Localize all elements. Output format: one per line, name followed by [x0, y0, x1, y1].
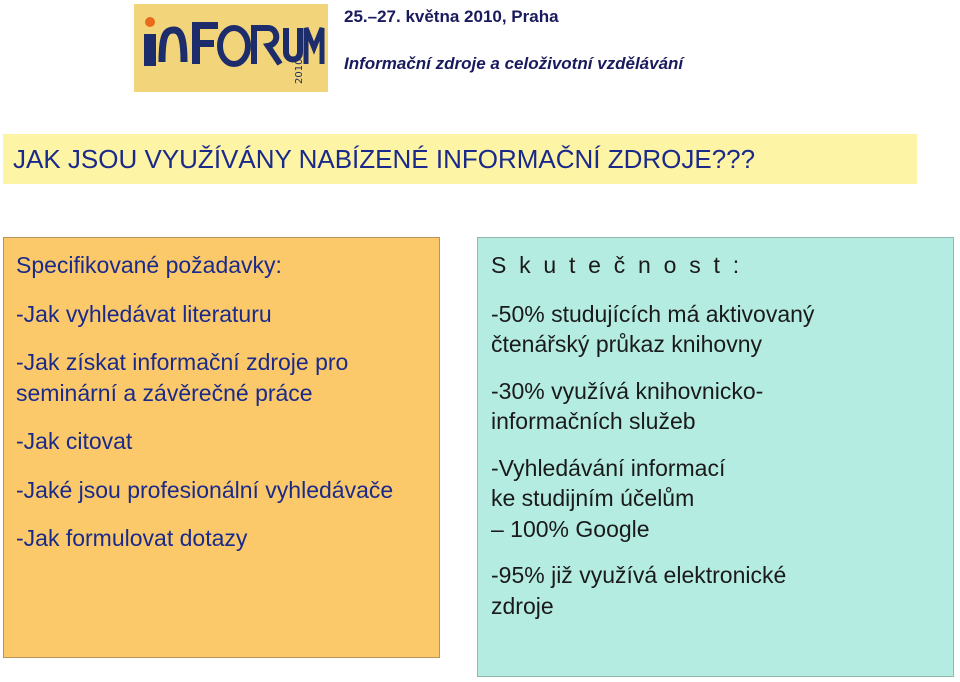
reality-item	[491, 453, 941, 545]
reality-item-line: čtenářský průkaz knihovny	[491, 331, 763, 357]
requirement-item: -Jaké jsou profesionální vyhledávače	[16, 476, 394, 503]
requirement-item: -Jak citovat	[16, 428, 133, 454]
reality-item-line: -Vyhledávání informací	[491, 454, 726, 481]
page-title: JAK JSOU VYUŽÍVÁNY NABÍZENÉ INFORMAČNÍ ZDROJE???	[13, 144, 756, 174]
event-subtitle: Informační zdroje a celoživotní vzdělávání	[344, 54, 684, 73]
reality-item-line: -95% již využívá elektronické	[491, 562, 787, 588]
reality-item-line: -30% využívá knihovnicko-	[491, 377, 764, 404]
reality-item	[491, 376, 941, 437]
event-date: 25.–27. května 2010, Praha	[344, 7, 559, 26]
title-bar	[3, 134, 917, 184]
reality-item-line: informačních služeb	[491, 408, 696, 434]
requirements-box	[3, 237, 440, 658]
reality-item-line: -50% studujících má aktivovaný	[491, 300, 815, 327]
requirement-item: -Jak získat informační zdroje pro seminární a závěrečné práce	[16, 349, 349, 406]
reality-item	[491, 560, 941, 621]
reality-item-line: zdroje	[491, 592, 554, 619]
reality-list	[491, 250, 941, 637]
requirement-item: -Jak formulovat dotazy	[16, 525, 248, 551]
reality-item-line: – 100% Google	[491, 515, 650, 542]
requirement-item: -Jak vyhledávat literaturu	[16, 300, 272, 327]
inforum-2010-logo-icon	[134, 4, 328, 92]
reality-item-line: ke studijním účelům	[491, 485, 695, 511]
reality-item	[491, 299, 941, 360]
svg-text:2010: 2010	[294, 58, 305, 84]
requirements-list	[16, 250, 428, 572]
reality-box	[477, 237, 954, 677]
reality-heading: S k u t e č n o s t :	[491, 252, 743, 278]
requirements-heading: Specifikované požadavky:	[16, 252, 282, 278]
inforum-logo	[134, 4, 328, 92]
